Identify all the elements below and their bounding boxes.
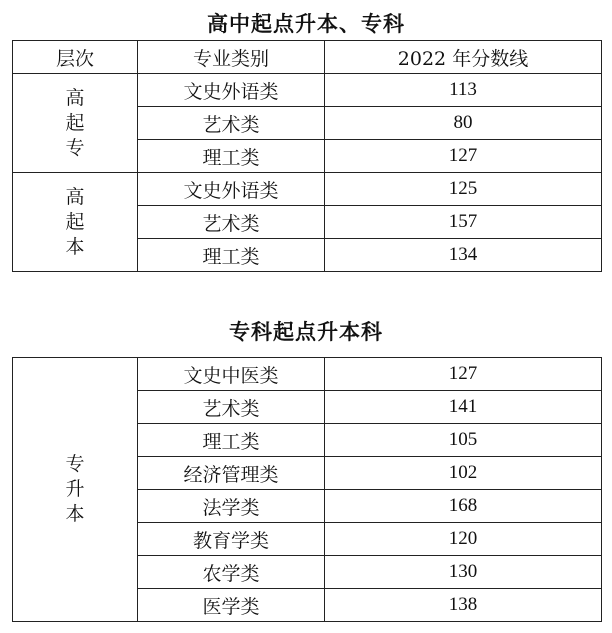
- level-char: 高: [65, 86, 85, 109]
- column-header-level: 层次: [13, 41, 138, 74]
- level-cell-gaoqizhuan: [13, 74, 138, 173]
- category-cell: 医学类: [138, 589, 325, 622]
- category-cell: 农学类: [138, 556, 325, 589]
- category-cell: 文史外语类: [138, 74, 325, 107]
- table-row: [13, 74, 602, 107]
- score-cell: 157: [325, 206, 602, 239]
- category-cell: 法学类: [138, 490, 325, 523]
- score-cell: 105: [325, 424, 602, 457]
- category-cell: 艺术类: [138, 206, 325, 239]
- table-row: [13, 173, 602, 206]
- level-char: 本: [65, 235, 85, 258]
- score-cell: 125: [325, 173, 602, 206]
- score-cell: 120: [325, 523, 602, 556]
- table2-title: 专科起点升本科: [229, 319, 383, 344]
- level-char: 专: [65, 453, 85, 475]
- level-cell-zhuanshengben: [13, 358, 138, 622]
- category-cell: 文史外语类: [138, 173, 325, 206]
- table-row: [13, 358, 602, 391]
- score-cell: 134: [325, 239, 602, 272]
- score-table-college-start: [12, 357, 602, 622]
- score-cell: 127: [325, 140, 602, 173]
- category-cell: 理工类: [138, 424, 325, 457]
- level-char: 起: [65, 111, 85, 134]
- score-cell: 141: [325, 391, 602, 424]
- level-cell-gaoqiben: [13, 173, 138, 272]
- level-char: 升: [65, 478, 85, 500]
- category-cell: 艺术类: [138, 391, 325, 424]
- level-char: 起: [65, 210, 85, 233]
- score-cell: 138: [325, 589, 602, 622]
- category-cell: 教育学类: [138, 523, 325, 556]
- category-cell: 艺术类: [138, 107, 325, 140]
- score-cell: 127: [325, 358, 602, 391]
- level-char: 本: [65, 503, 85, 525]
- level-char: 专: [65, 136, 85, 159]
- level-char: 高: [65, 185, 85, 208]
- column-header-category: 专业类别: [138, 41, 325, 74]
- score-cell: 168: [325, 490, 602, 523]
- score-cell: 113: [325, 74, 602, 107]
- category-cell: 理工类: [138, 140, 325, 173]
- category-cell: 文史中医类: [138, 358, 325, 391]
- table-header-row: [13, 41, 602, 74]
- category-cell: 理工类: [138, 239, 325, 272]
- table1-title: 高中起点升本、专科: [207, 11, 405, 36]
- score-cell: 102: [325, 457, 602, 490]
- column-header-score: 2022 年分数线: [325, 41, 602, 74]
- score-cell: 80: [325, 107, 602, 140]
- category-cell: 经济管理类: [138, 457, 325, 490]
- score-table-high-school-start: [12, 40, 602, 272]
- score-cell: 130: [325, 556, 602, 589]
